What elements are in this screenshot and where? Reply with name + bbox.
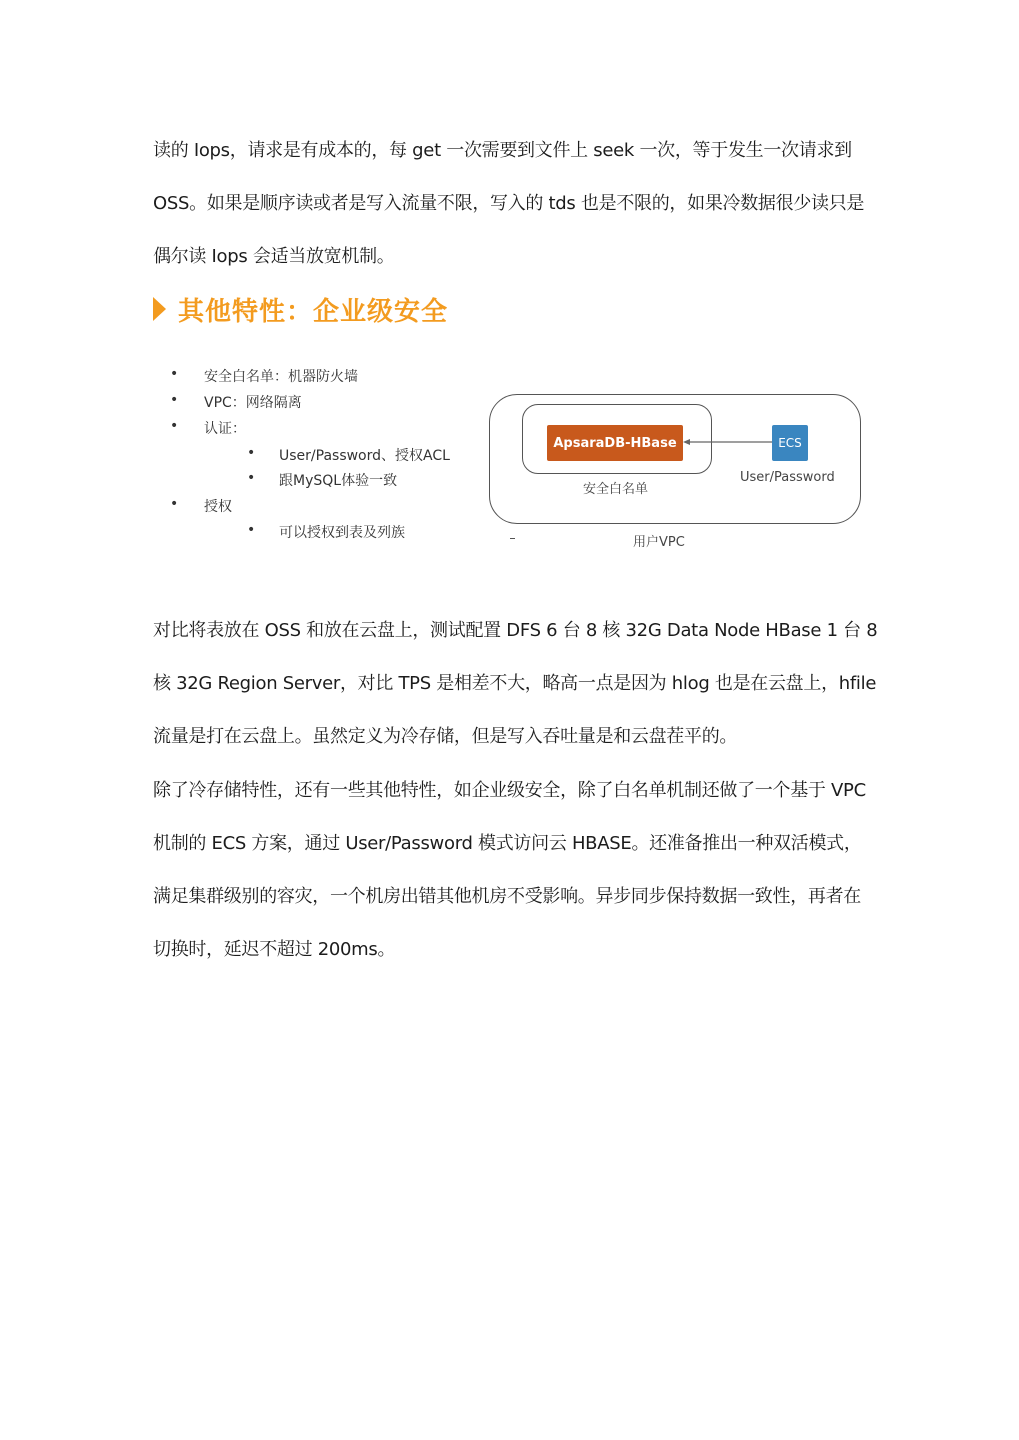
text-line: 流量是打在云盘上。虽然定义为冷存储，但是写入吞吐量是和云盘茬平的。 [153, 726, 738, 747]
text-line: 满足集群级别的容灾，一个机房出错其他机房不受影响。异步同步保持数据一致性，再者在 [153, 886, 861, 907]
text-line: 机制的 ECS 方案，通过 User/Password 模式访问云 HBASE。还准备推出一种双活模式， [153, 833, 862, 854]
hbase-node: ApsaraDB-HBase [547, 425, 683, 461]
bullet-text: 认证： [204, 421, 246, 437]
text-line: OSS。如果是顺序读或者是写入流量不限，写入的 tds 也是不限的，如果冷数据很少读只是 [153, 193, 865, 214]
text-line: 读的 Iops，请求是有成本的，每 get 一次需要到文件上 seek 一次，等于发生一次请求到 [153, 140, 852, 161]
bullet-text: User/Password、授权ACL [279, 448, 450, 464]
bullet-text: 跟MySQL体验一致 [279, 473, 398, 489]
arrow-left-icon [683, 436, 773, 448]
bullet-dot: • [247, 470, 256, 486]
bullet-text: 可以授权到表及列族 [279, 525, 405, 541]
text-line: 切换时，延迟不超过 200ms。 [153, 939, 396, 960]
triangle-bullet-icon [153, 297, 166, 321]
text-line: 核 32G Region Server，对比 TPS 是相差不大，略高一点是因为 hlog 也是在云盘上，hfile [153, 673, 877, 694]
stray-dash [510, 538, 515, 539]
bullet-dot: • [170, 496, 179, 512]
ecs-node: ECS [772, 425, 808, 461]
text-line: 偶尔读 Iops 会适当放宽机制。 [153, 246, 395, 267]
bullet-text: 授权 [204, 499, 232, 515]
text-line: 除了冷存储特性，还有一些其他特性，如企业级安全，除了白名单机制还做了一个基于 VPC [153, 780, 866, 801]
bullet-dot: • [247, 522, 256, 538]
paragraph-comparison [153, 604, 878, 763]
bullet-dot: • [170, 418, 179, 434]
bullet-text: 安全白名单：机器防火墙 [204, 369, 358, 385]
vpc-label: 用户VPC [633, 535, 685, 550]
user-password-label: User/Password [740, 470, 835, 485]
bullet-text: VPC：网络隔离 [204, 395, 302, 411]
bullet-dot: • [170, 392, 179, 408]
slide-heading [153, 289, 448, 329]
bullet-dot: • [247, 445, 256, 461]
bullet-dot: • [170, 366, 179, 382]
architecture-diagram [480, 382, 864, 568]
paragraph-intro [153, 124, 865, 283]
whitelist-label: 安全白名单 [583, 482, 649, 497]
paragraph-features [153, 764, 865, 976]
slide-title: 其他特性：企业级安全 [178, 296, 449, 327]
text-line: 对比将表放在 OSS 和放在云盘上，测试配置 DFS 6 台 8 核 32G Data Node HBase 1 台 8 [153, 620, 878, 641]
